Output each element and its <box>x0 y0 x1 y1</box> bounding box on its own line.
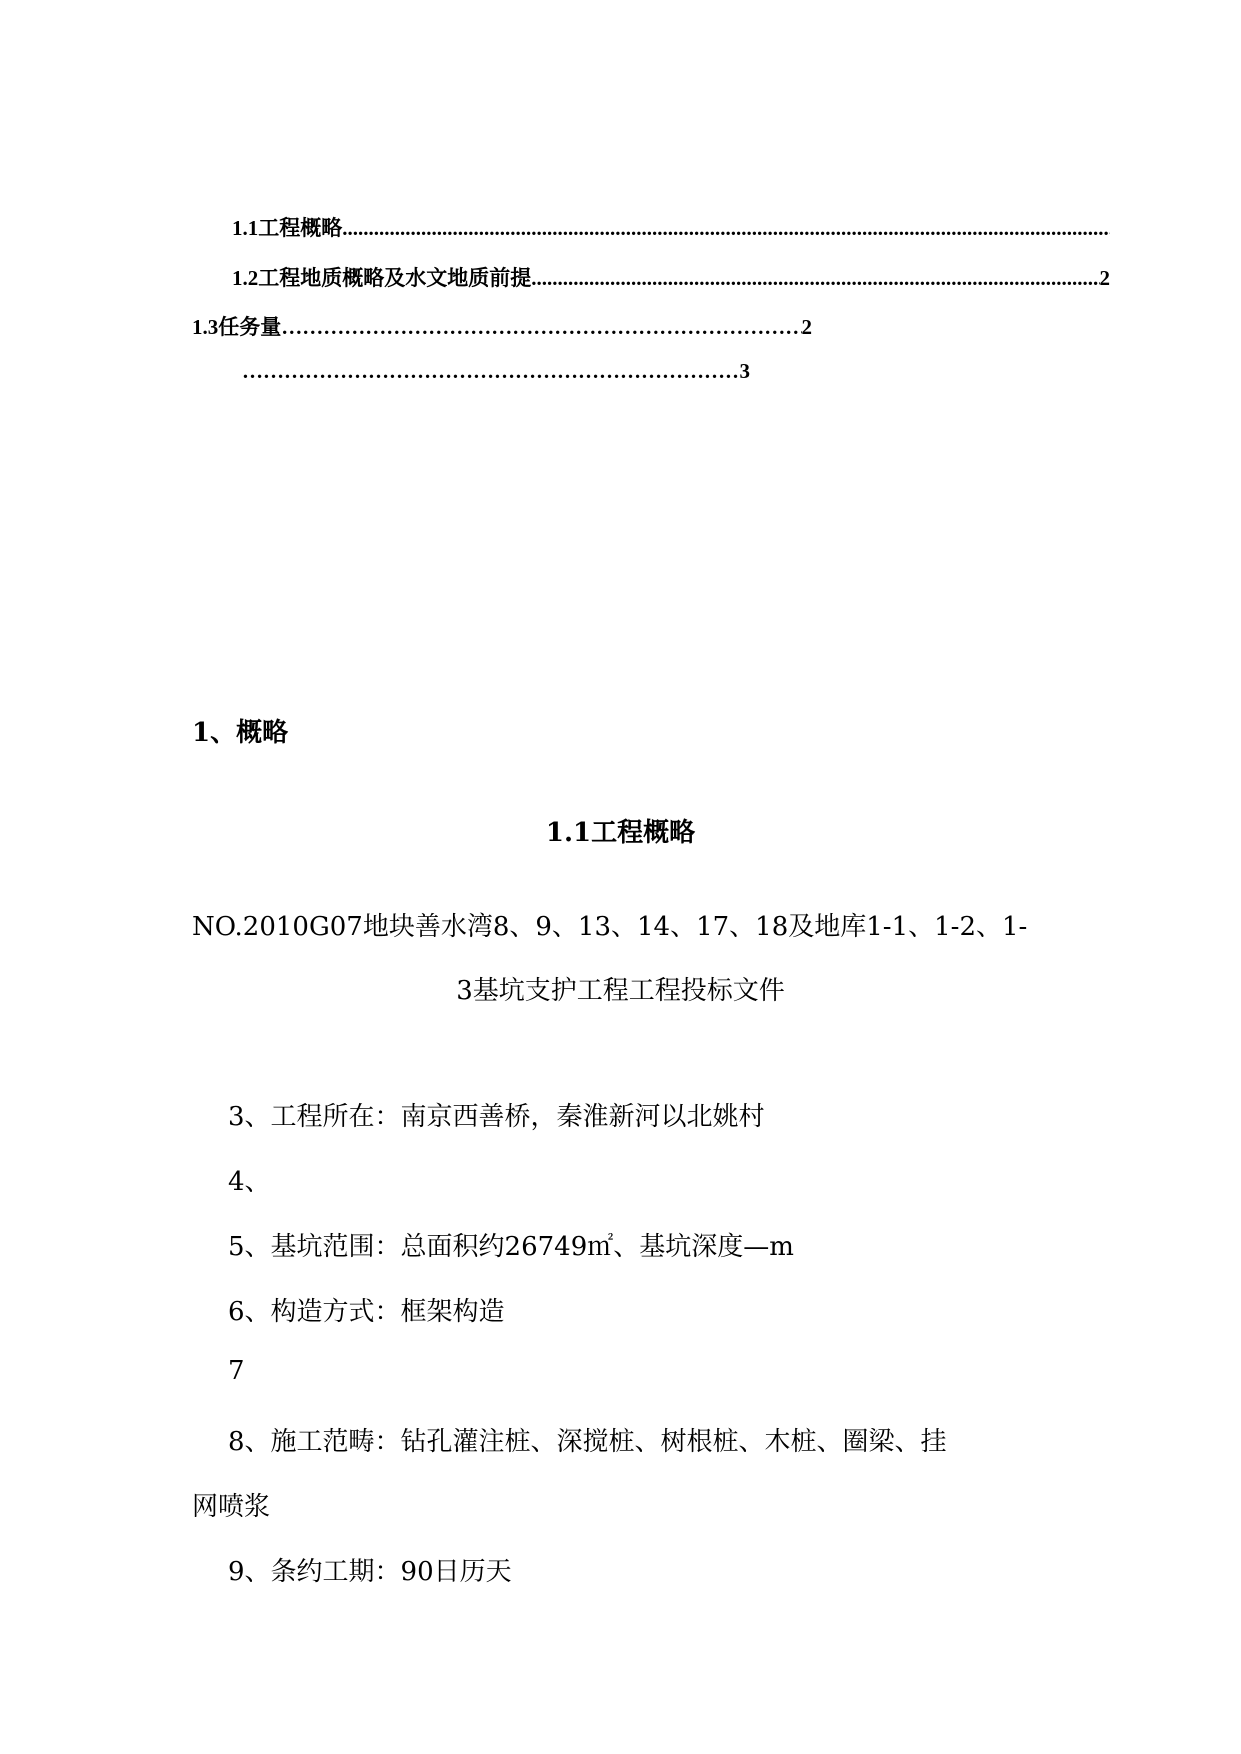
section-heading: 1.1工程概略 <box>545 818 696 848</box>
toc-page: 3 <box>739 359 750 383</box>
toc-label: 1.3任务量 <box>192 315 282 339</box>
toc-leader <box>342 216 1110 241</box>
project-title-line-1: NO.2010G07地块善水湾8、9、13、14、17、18及地库1-1、1-2、1- <box>192 912 1028 942</box>
toc-page: 2 <box>801 315 812 339</box>
item-3-location: 3、工程所在：南京西善桥，秦淮新河以北姚村 <box>228 1102 765 1132</box>
toc-leader <box>531 266 1099 291</box>
item-8-continuation: 网喷浆 <box>192 1492 271 1522</box>
toc-entry-1-2[interactable] <box>232 262 1110 292</box>
item-6-structure: 6、构造方式：框架构造 <box>228 1297 505 1327</box>
toc-entry-1-3[interactable] <box>192 311 812 341</box>
item-9-contract-period: 9、条约工期：90日历天 <box>228 1557 512 1587</box>
item-4: 4、 <box>228 1167 271 1197</box>
toc-page: 2 <box>1099 266 1110 290</box>
item-8-construction-scope: 8、施工范畴：钻孔灌注桩、深搅桩、树根桩、木桩、圈梁、挂 <box>228 1427 947 1457</box>
chapter-heading: 1、概略 <box>192 718 289 748</box>
item-5-pit-scope: 5、基坑范围：总面积约26749㎡、基坑深度—m <box>228 1232 794 1262</box>
toc-leader <box>242 359 740 384</box>
project-title-line-2: 3基坑支护工程工程投标文件 <box>456 976 785 1006</box>
toc-entry-1-1[interactable] <box>232 212 1110 242</box>
toc-leader <box>281 315 801 340</box>
item-7: 7 <box>228 1356 245 1386</box>
toc-label: 1.2工程地质概略及水文地质前提 <box>232 266 532 290</box>
toc-entry-4[interactable] <box>242 359 750 384</box>
toc-label: 1.1工程概略 <box>232 216 343 240</box>
